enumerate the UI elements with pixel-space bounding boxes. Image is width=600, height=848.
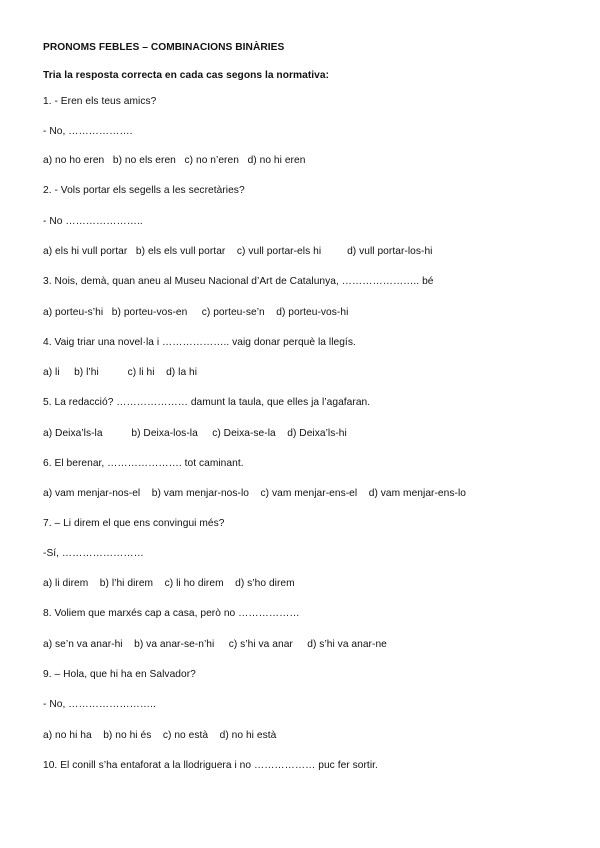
question-2-options: a) els hi vull portar b) els els vull portar c) vull portar-els hi d) vull portar-los-hi (43, 246, 433, 257)
question-9-prompt: 9. – Hola, que hi ha en Salvador? (43, 669, 196, 680)
question-1-reply: - No, ………………. (43, 126, 133, 137)
question-7-reply: -Sí, …………………… (43, 548, 144, 559)
worksheet-title: PRONOMS FEBLES – COMBINACIONS BINÀRIES (43, 42, 285, 53)
question-2-reply: - No ………………….. (43, 216, 143, 227)
worksheet-instruction: Tria la resposta correcta en cada cas segons la normativa: (43, 70, 330, 81)
question-3-prompt: 3. Nois, demà, quan aneu al Museu Nacional d’Art de Catalunya, ………………….. bé (43, 276, 434, 287)
question-5-prompt: 5. La redacció? ………………… damunt la taula, que elles ja l’agafaran. (43, 397, 371, 408)
question-1-prompt: 1. - Eren els teus amics? (43, 96, 157, 107)
question-6-options: a) vam menjar-nos-el b) vam menjar-nos-lo c) vam menjar-ens-el d) vam menjar-ens-lo (43, 488, 466, 499)
question-7-options: a) li direm b) l’hi direm c) li ho direm d) s’ho direm (43, 578, 295, 589)
question-7-prompt: 7. – Li direm el que ens convingui més? (43, 518, 225, 529)
question-6-prompt: 6. El berenar, …………………. tot caminant. (43, 458, 244, 469)
question-1-options: a) no ho eren b) no els eren c) no n’eren d) no hi eren (43, 155, 306, 166)
question-2-prompt: 2. - Vols portar els segells a les secretàries? (43, 185, 245, 196)
question-3-options: a) porteu-s’hi b) porteu-vos-en c) porteu-se’n d) porteu-vos-hi (43, 307, 349, 318)
question-4-prompt: 4. Vaig triar una novel·la i ……………….. vaig donar perquè la llegís. (43, 337, 356, 348)
question-9-options: a) no hi ha b) no hi és c) no està d) no hi està (43, 730, 277, 741)
question-9-reply: - No, …………………….. (43, 699, 156, 710)
question-4-options: a) li b) l’hi c) li hi d) la hi (43, 367, 198, 378)
question-8-options: a) se’n va anar-hi b) va anar-se-n’hi c) s’hi va anar d) s’hi va anar-ne (43, 639, 387, 650)
question-10-prompt: 10. El conill s’ha entaforat a la llodriguera i no ……………… puc fer sortir. (43, 760, 378, 771)
question-8-prompt: 8. Voliem que marxés cap a casa, però no ……………… (43, 608, 300, 619)
question-5-options: a) Deixa’ls-la b) Deixa-los-la c) Deixa-se-la d) Deixa’ls-hi (43, 428, 347, 439)
